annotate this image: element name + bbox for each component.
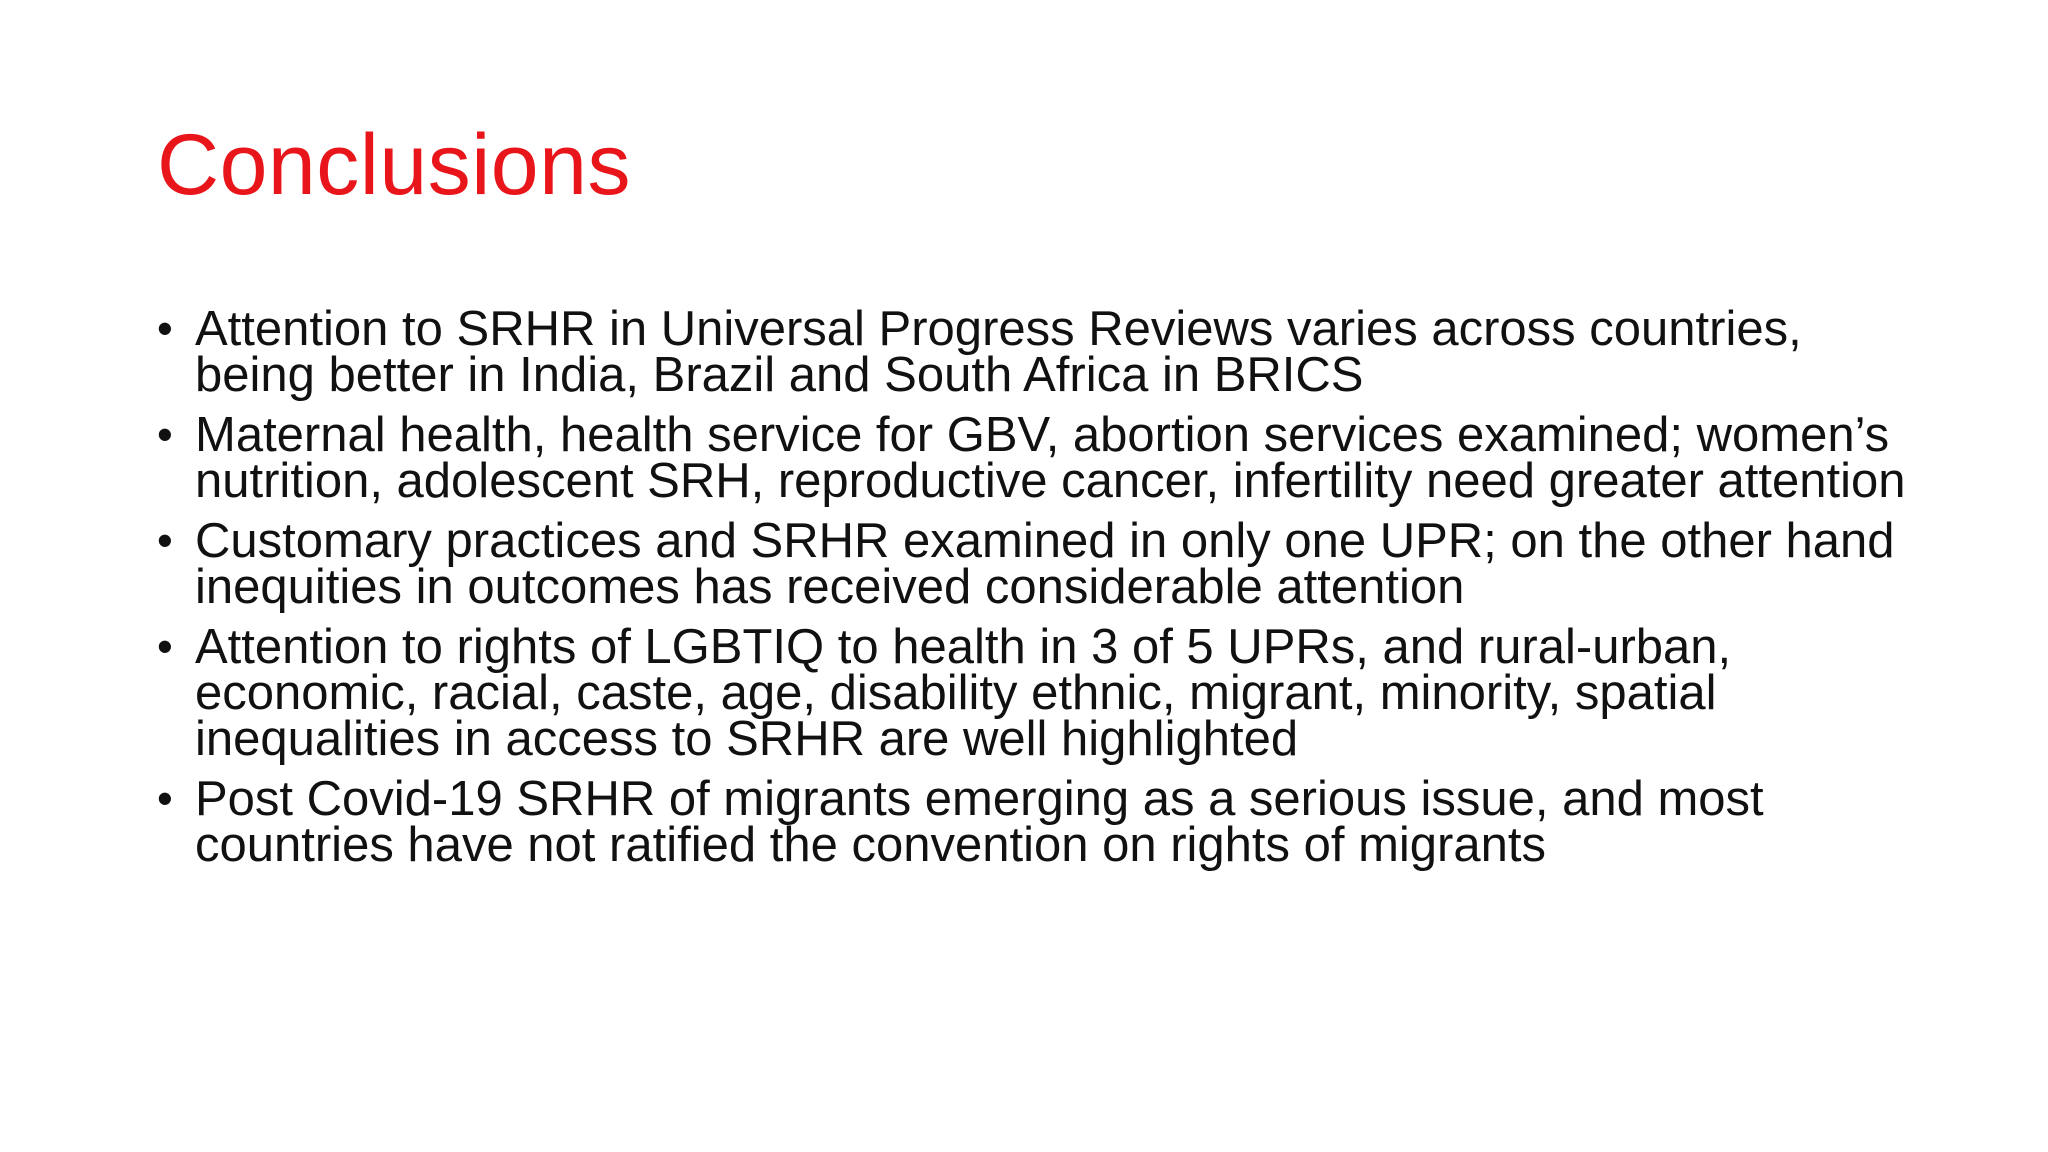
bullet-marker: • xyxy=(157,515,173,566)
bullet-text: Attention to SRHR in Universal Progress Reviews varies across countries, being better in India, Brazil and South Africa in BRICS xyxy=(195,302,1802,402)
bullet-text: Customary practices and SRHR examined in only one UPR; on the other hand inequities in outcomes has received considerable attention xyxy=(195,514,1895,614)
bullet-marker: • xyxy=(157,621,173,672)
bullet-list xyxy=(157,302,1917,882)
bullet-marker: • xyxy=(157,773,173,824)
bullet-item xyxy=(157,514,1917,614)
bullet-text: Post Covid-19 SRHR of migrants emerging as a serious issue, and most countries have not ratified the convention on rights of migrants xyxy=(195,772,1764,872)
bullet-item xyxy=(157,302,1917,402)
bullet-text: Maternal health, health service for GBV, abortion services examined; women’s nutrition, adolescent SRH, reproductive cancer, infertility need greater attention xyxy=(195,408,1906,508)
bullet-marker: • xyxy=(157,303,173,354)
bullet-item xyxy=(157,620,1917,766)
bullet-item xyxy=(157,772,1917,872)
bullet-item xyxy=(157,408,1917,508)
bullet-text: Attention to rights of LGBTIQ to health in 3 of 5 UPRs, and rural-urban, economic, racial, caste, age, disability ethnic, migrant, minority, spatial inequalities in access to SRHR are well highlighted xyxy=(195,620,1732,766)
bullet-marker: • xyxy=(157,409,173,460)
slide-title: Conclusions xyxy=(157,117,631,213)
